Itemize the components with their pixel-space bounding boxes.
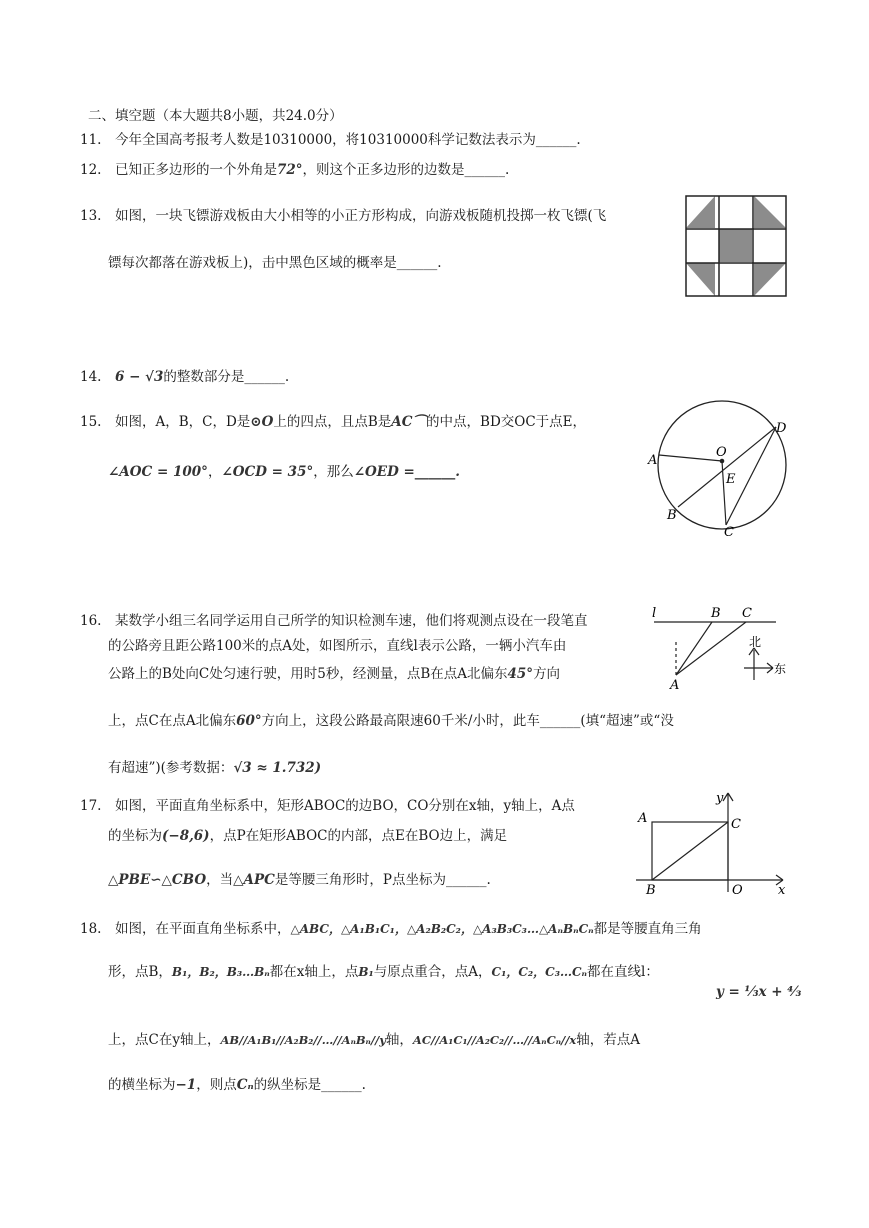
question-17-line-1: 17. 如图，平面直角坐标系中，矩形ABOC的边BO，CO分别在x轴，y轴上，A点: [80, 798, 575, 814]
circle-figure: [640, 395, 800, 545]
dartboard-center-square: [719, 229, 752, 262]
dartboard-shade-bottom-right: [754, 263, 786, 296]
question-16-line-2: 的公路旁且距公路100米的点A处，如图所示，直线l表示公路，一辆小汽车由: [108, 638, 567, 654]
q18-cn: Cₙ: [236, 1077, 254, 1093]
q18-line-equation: y = ⅓x + ⁴⁄₃: [716, 984, 802, 1000]
road-label-north: 北: [749, 635, 762, 649]
q14-math: 6 − √3: [114, 369, 164, 385]
question-16-line-5: 有超速”)(参考数据：√3 ≈ 1.732): [108, 760, 322, 776]
question-15-line-1: 15. 如图，A，B，C，D是⊙O上的四点，且点B是AC⌒的中点，BD交OC于点E，: [80, 414, 587, 430]
coord-label-o: O: [732, 883, 743, 898]
question-18-line-2: 形，点B，B₁，B₂，B₃…Bₙ都在x轴上，点B₁与原点重合，点A，C₁，C₂，C₃…Cₙ都在直线l：: [108, 964, 659, 980]
q18-parallel-x: AC//A₁C₁//A₂C₂//…//AₙCₙ//x: [412, 1033, 577, 1047]
q12-text-b: ，则这个正多边形的边数是______.: [302, 162, 510, 178]
q14-text: 的整数部分是______.: [163, 369, 290, 385]
coord-label-a: A: [638, 811, 648, 826]
q17-triangle-apc: △APC: [233, 872, 275, 888]
dartboard-shade-top-left: [686, 196, 715, 228]
question-16-line-1: 16. 某数学小组三名同学运用自己所学的知识检测车速，他们将观测点设在一段笔直: [80, 613, 588, 629]
q15-angle-oed: ∠OED =______.: [353, 464, 460, 480]
circle-label-d: D: [776, 421, 787, 436]
q17-point-a: (−8,6): [162, 828, 210, 844]
q15-arc-ac: AC⌒: [391, 414, 427, 430]
q15-circle-o: ⊙O: [250, 414, 274, 430]
question-17-line-3: △PBE∽△CBO，当△APC是等腰三角形时，P点坐标为______.: [108, 872, 491, 888]
circle-label-o: O: [716, 445, 727, 460]
dartboard-figure: [683, 193, 793, 303]
question-13-line-2: 镖每次都落在游戏板上)，击中黑色区域的概率是______.: [108, 255, 442, 271]
circle-label-c: C: [724, 525, 734, 540]
q18-a-abscissa: −1: [175, 1077, 197, 1093]
q15-angle-ocd: ∠OCD = 35°: [221, 464, 314, 480]
q18-b-points: B₁，B₂，B₃…Bₙ: [171, 965, 270, 979]
circle-label-a: A: [648, 453, 658, 468]
question-16-line-4: 上，点C在点A北偏东60°方向上，这段公路最高限速60千米/小时，此车______(填“超速”或“没: [108, 713, 674, 729]
q15-angle-aoc: ∠AOC = 100°: [108, 464, 208, 480]
coord-label-c: C: [731, 817, 741, 832]
q12-math: 72°: [276, 162, 303, 178]
coord-label-y: y: [716, 791, 724, 806]
circle-label-b: B: [667, 508, 677, 523]
question-14: 14. 6 − √3的整数部分是______.: [80, 369, 290, 385]
q18-b1: B₁: [358, 965, 374, 979]
question-15-line-2: ∠AOC = 100°，∠OCD = 35°，那么∠OED =______.: [108, 464, 460, 480]
road-label-a: A: [670, 678, 680, 693]
q16-angle-60: 60°: [236, 713, 262, 729]
q16-angle-45: 45°: [507, 666, 534, 682]
q18-c-points: C₁，C₂，C₃…Cₙ: [491, 965, 588, 979]
question-18-line-3: 上，点C在y轴上，AB//A₁B₁//A₂B₂//…//AₙBₙ//y轴，AC//A₁C₁//A₂C₂//…//AₙCₙ//x轴，若点A: [108, 1032, 640, 1048]
question-18-line-1: 18. 如图，在平面直角坐标系中，△ABC，△A₁B₁C₁，△A₂B₂C₂，△A₃B₃C₃…△AₙBₙCₙ都是等腰直角三角: [80, 921, 702, 937]
q18-parallel-y: AB//A₁B₁//A₂B₂//…//AₙBₙ//y: [220, 1033, 386, 1047]
road-label-l: l: [652, 606, 657, 621]
question-12: [80, 160, 509, 180]
road-figure: [648, 600, 798, 695]
question-16-line-3: 公路上的B处向C处匀速行驶，用时5秒，经测量，点B在点A北偏东45°方向: [108, 666, 561, 682]
rectangle-coordinate-figure: [632, 788, 792, 898]
question-13-line-1: 13. 如图，一块飞镖游戏板由大小相等的小正方形构成，向游戏板随机投掷一枚飞镖(飞: [80, 208, 607, 224]
q18-triangles: △ABC，△A₁B₁C₁，△A₂B₂C₂，△A₃B₃C₃…△AₙBₙCₙ: [290, 922, 594, 936]
q12-text-a: 12. 已知正多边形的一个外角是: [80, 162, 277, 178]
circle-label-e: E: [726, 472, 736, 487]
road-label-b: B: [711, 606, 721, 621]
road-label-east: 东: [774, 662, 787, 676]
road-label-c: C: [742, 606, 752, 621]
dartboard-shade-top-right: [754, 196, 786, 228]
coord-label-x: x: [778, 883, 786, 898]
section-title: 二、填空题（本大题共8小题，共24.0分）: [88, 108, 343, 124]
question-17-line-2: 的坐标为(−8,6)，点P在矩形ABOC的内部，点E在BO边上，满足: [108, 828, 508, 844]
coord-label-b: B: [646, 883, 656, 898]
question-11: 11. 今年全国高考报考人数是10310000，将10310000科学记数法表示为______.: [80, 132, 581, 148]
dartboard-shade-bottom-left: [686, 263, 715, 296]
q16-sqrt3: √3 ≈ 1.732): [233, 760, 322, 776]
question-18-line-4: 的横坐标为−1，则点Cₙ的纵坐标是______.: [108, 1077, 366, 1093]
q17-similar: △PBE∽△CBO: [108, 872, 207, 888]
